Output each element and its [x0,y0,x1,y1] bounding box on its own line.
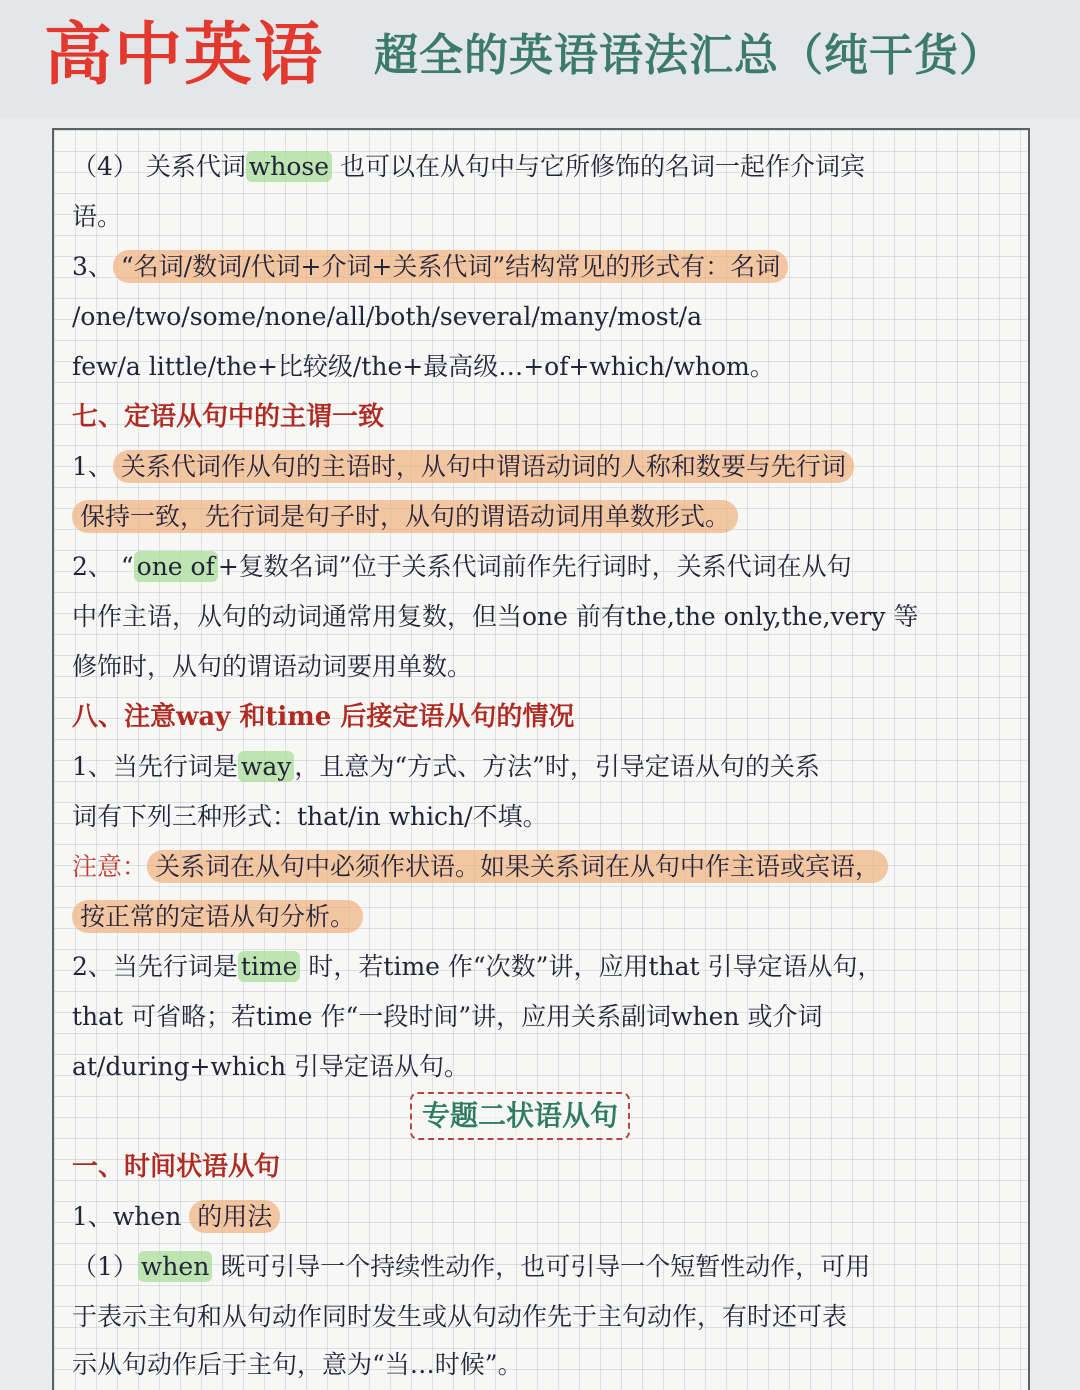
highlight-green: time [238,951,301,982]
header-banner [0,0,1080,118]
section-heading: 七、定语从句中的主谓一致 [72,402,385,432]
section-heading: 八、注意way 和time 后接定语从句的情况 [72,702,575,732]
text-line: 于表示主句和从句动作同时发生或从句动作先于主句动作，有时还可表 [72,1302,848,1331]
highlight-orange: 关系代词作从句的主语时，从句中谓语动词的人称和数要与先行词 [113,450,854,483]
highlight-green: when [138,1251,212,1282]
highlight-green: one of [134,551,218,582]
text-line: at/during+which 引导定语从句。 [72,1052,470,1081]
text-line: 3、 “名词/数词/代词+介词+关系代词”结构常见的形式有：名词 [72,247,788,287]
text-line: 中作主语，从句的动词通常用复数，但当one 前有the,the only,the,very 等 [72,602,919,631]
highlight-orange: 保持一致，先行词是句子时，从句的谓语动词用单数形式。 [72,500,738,533]
section-heading: 一、时间状语从句 [72,1152,281,1182]
note-label: 注意： [72,852,148,881]
text-line: 1、when 的用法 [72,1197,280,1237]
highlight-green: way [238,751,294,782]
text-line [72,497,738,537]
highlight-green: whose [246,151,332,182]
text-line: that 可省略；若time 作“一段时间”讲，应用关系副词when 或介词 [72,1002,823,1031]
text-line [72,847,888,887]
topic-box: 专题二状语从句 [410,1092,630,1140]
text-line: 语。 [72,202,123,231]
text-line: /one/two/some/none/all/both/several/many/most/a [72,302,702,331]
text-line: （4） 关系代词 whose 也可以在从句中与它所修饰的名词一起作介词宾 [72,152,865,181]
page-title: 高中英语 [44,16,325,95]
text-line: （1） when 既可引导一个持续性动作，也可引导一个短暂性动作，可用 [72,1252,871,1281]
highlight-orange: 的用法 [189,1200,280,1233]
highlight-orange: 按正常的定语从句分析。 [72,900,363,933]
text-line: 示从句动作后于主句，意为“当…时候”。 [72,1350,523,1379]
highlight-orange: 关系词在从句中必须作状语。如果关系词在从句中作主语或宾语， [147,850,888,883]
text-line: few/a little/the+比较级/the+最高级…+of+which/whom。 [72,352,775,381]
page-subtitle: 超全的英语语法汇总（纯干货） [374,30,1004,81]
text-line: 1、 关系代词作从句的主语时，从句中谓语动词的人称和数要与先行词 [72,447,854,487]
text-line [72,897,363,937]
text-line: 词有下列三种形式：that/in which/不填。 [72,802,548,831]
text-line: 2、当先行词是 time 时，若time 作“次数”讲，应用that 引导定语从句， [72,952,883,981]
text-line: 修饰时，从句的谓语动词要用单数。 [72,652,473,681]
text-line: 2、 “ one of +复数名词”位于关系代词前作先行词时，关系代词在从句 [72,552,852,581]
text-line: 1、当先行词是 way ，且意为“方式、方法”时，引导定语从句的关系 [72,752,820,781]
highlight-orange: “名词/数词/代词+介词+关系代词”结构常见的形式有：名词 [113,250,788,283]
